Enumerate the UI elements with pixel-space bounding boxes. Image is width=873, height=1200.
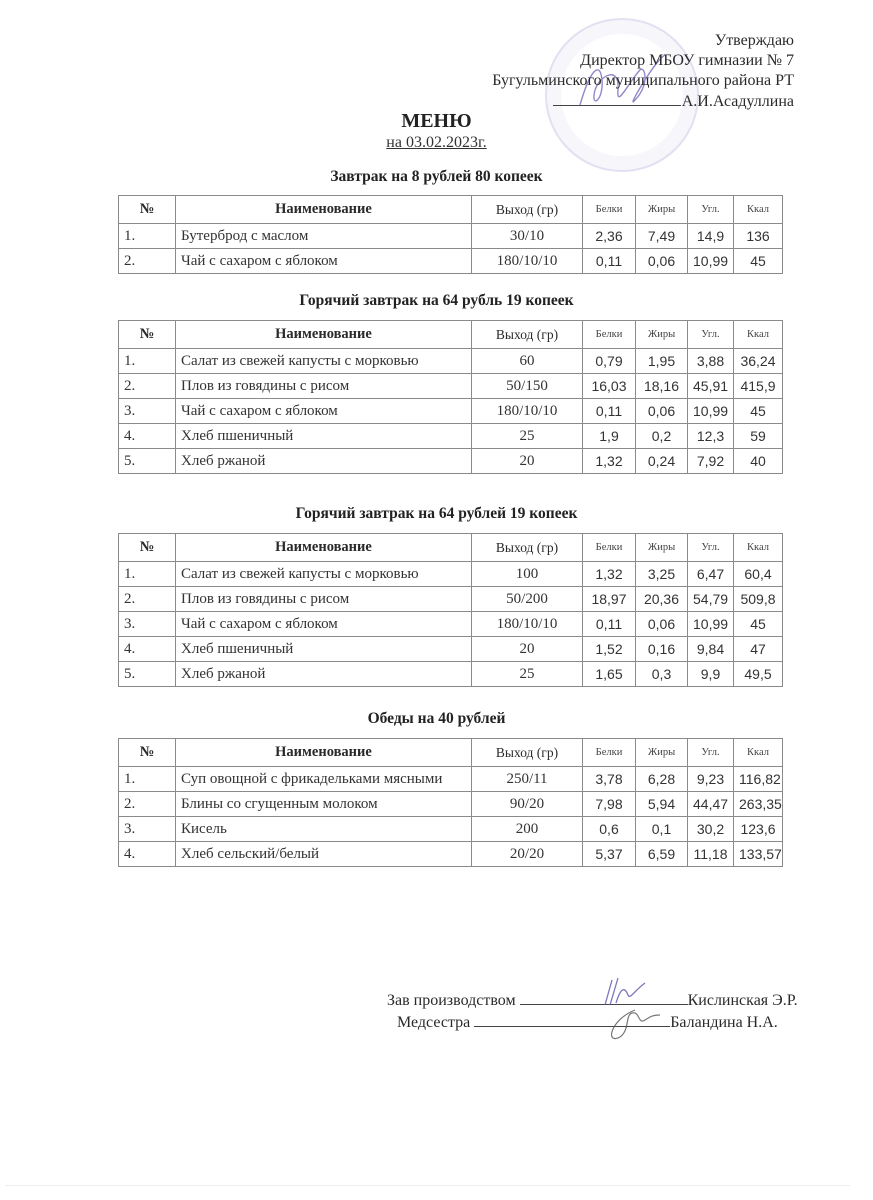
table-row <box>119 792 783 817</box>
production-signature-row <box>387 990 798 1010</box>
table-row <box>119 842 783 867</box>
col-header-protein: Белки <box>583 534 636 562</box>
kcal-value: 123,6 <box>734 817 783 842</box>
fat-value: 0,16 <box>636 637 688 662</box>
portion-output: 180/10/10 <box>472 399 583 424</box>
kcal-value: 133,57 <box>734 842 783 867</box>
col-header-carbs: Угл. <box>688 321 734 349</box>
protein-value: 1,32 <box>583 449 636 474</box>
fat-value: 0,2 <box>636 424 688 449</box>
row-number: 5. <box>119 662 176 687</box>
approval-position: Директор МБОУ гимназии № 7 <box>580 52 794 69</box>
nurse-role: Медсестра <box>397 1014 471 1031</box>
dish-name: Плов из говядины с рисом <box>176 587 472 612</box>
table-header-row <box>119 534 783 562</box>
signature-line <box>520 990 688 1005</box>
row-number: 1. <box>119 767 176 792</box>
kcal-value: 45 <box>734 399 783 424</box>
dish-name: Хлеб сельский/белый <box>176 842 472 867</box>
protein-value: 0,11 <box>583 249 636 274</box>
row-number: 4. <box>119 637 176 662</box>
carbs-value: 9,23 <box>688 767 734 792</box>
portion-output: 20/20 <box>472 842 583 867</box>
fat-value: 0,24 <box>636 449 688 474</box>
menu-table <box>118 738 783 867</box>
fat-value: 0,06 <box>636 249 688 274</box>
handwritten-signatures <box>590 975 670 1045</box>
dish-name: Чай с сахаром с яблоком <box>176 612 472 637</box>
col-header-output: Выход (гр) <box>472 196 583 224</box>
section-title: Завтрак на 8 рублей 80 копеек <box>330 168 543 185</box>
table-row <box>119 817 783 842</box>
fat-value: 0,06 <box>636 399 688 424</box>
carbs-value: 10,99 <box>688 612 734 637</box>
signature-line <box>553 91 681 106</box>
kcal-value: 415,9 <box>734 374 783 399</box>
col-header-name: Наименование <box>176 321 472 349</box>
portion-output: 25 <box>472 662 583 687</box>
menu-table <box>118 195 783 274</box>
fat-value: 3,25 <box>636 562 688 587</box>
col-header-carbs: Угл. <box>688 739 734 767</box>
protein-value: 0,79 <box>583 349 636 374</box>
row-number: 1. <box>119 224 176 249</box>
row-number: 2. <box>119 587 176 612</box>
row-number: 5. <box>119 449 176 474</box>
carbs-value: 9,9 <box>688 662 734 687</box>
table-row <box>119 587 783 612</box>
fat-value: 1,95 <box>636 349 688 374</box>
portion-output: 25 <box>472 424 583 449</box>
dish-name: Чай с сахаром с яблоком <box>176 399 472 424</box>
table-row <box>119 449 783 474</box>
row-number: 3. <box>119 612 176 637</box>
row-number: 3. <box>119 817 176 842</box>
col-header-kcal: Ккал <box>734 739 783 767</box>
protein-value: 7,98 <box>583 792 636 817</box>
kcal-value: 509,8 <box>734 587 783 612</box>
signature-line <box>474 1012 670 1027</box>
carbs-value: 10,99 <box>688 399 734 424</box>
col-header-kcal: Ккал <box>734 534 783 562</box>
dish-name: Кисель <box>176 817 472 842</box>
table-row <box>119 224 783 249</box>
table-header-row <box>119 196 783 224</box>
carbs-value: 30,2 <box>688 817 734 842</box>
fat-value: 18,16 <box>636 374 688 399</box>
protein-value: 0,11 <box>583 612 636 637</box>
menu-date-text: на 03.02.2023г. <box>386 134 487 151</box>
carbs-value: 7,92 <box>688 449 734 474</box>
col-header-kcal: Ккал <box>734 321 783 349</box>
nurse-signature-row <box>397 1012 778 1032</box>
table-header-row <box>119 321 783 349</box>
kcal-value: 49,5 <box>734 662 783 687</box>
fat-value: 7,49 <box>636 224 688 249</box>
kcal-value: 45 <box>734 612 783 637</box>
row-number: 2. <box>119 792 176 817</box>
production-role: Зав производством <box>387 992 516 1009</box>
col-header-fat: Жиры <box>636 739 688 767</box>
table-row <box>119 349 783 374</box>
portion-output: 180/10/10 <box>472 612 583 637</box>
table-row <box>119 424 783 449</box>
portion-output: 250/11 <box>472 767 583 792</box>
col-header-name: Наименование <box>176 196 472 224</box>
col-header-num: № <box>119 739 176 767</box>
row-number: 4. <box>119 842 176 867</box>
dish-name: Хлеб пшеничный <box>176 637 472 662</box>
approval-block <box>492 31 794 112</box>
col-header-name: Наименование <box>176 739 472 767</box>
portion-output: 20 <box>472 637 583 662</box>
kcal-value: 136 <box>734 224 783 249</box>
col-header-output: Выход (гр) <box>472 739 583 767</box>
dish-name: Хлеб ржаной <box>176 662 472 687</box>
fat-value: 0,3 <box>636 662 688 687</box>
dish-name: Плов из говядины с рисом <box>176 374 472 399</box>
carbs-value: 11,18 <box>688 842 734 867</box>
protein-value: 5,37 <box>583 842 636 867</box>
col-header-protein: Белки <box>583 739 636 767</box>
kcal-value: 40 <box>734 449 783 474</box>
row-number: 1. <box>119 562 176 587</box>
kcal-value: 60,4 <box>734 562 783 587</box>
dish-name: Хлеб пшеничный <box>176 424 472 449</box>
approver-name: А.И.Асадуллина <box>681 93 794 110</box>
dish-name: Чай с сахаром с яблоком <box>176 249 472 274</box>
col-header-num: № <box>119 321 176 349</box>
kcal-value: 45 <box>734 249 783 274</box>
carbs-value: 3,88 <box>688 349 734 374</box>
section-title: Горячий завтрак на 64 рублей 19 копеек <box>295 505 578 522</box>
row-number: 2. <box>119 249 176 274</box>
carbs-value: 54,79 <box>688 587 734 612</box>
portion-output: 50/200 <box>472 587 583 612</box>
carbs-value: 45,91 <box>688 374 734 399</box>
document-title: МЕНЮ <box>401 110 472 132</box>
protein-value: 18,97 <box>583 587 636 612</box>
table-row <box>119 249 783 274</box>
section-title: Обеды на 40 рублей <box>367 710 506 727</box>
table-row <box>119 612 783 637</box>
dish-name: Салат из свежей капусты с морковью <box>176 349 472 374</box>
col-header-num: № <box>119 196 176 224</box>
portion-output: 60 <box>472 349 583 374</box>
row-number: 1. <box>119 349 176 374</box>
row-number: 3. <box>119 399 176 424</box>
dish-name: Суп овощной с фрикадельками мясными <box>176 767 472 792</box>
table-row <box>119 374 783 399</box>
fat-value: 0,1 <box>636 817 688 842</box>
approval-heading: Утверждаю <box>714 32 794 49</box>
col-header-output: Выход (гр) <box>472 534 583 562</box>
col-header-num: № <box>119 534 176 562</box>
section-title: Горячий завтрак на 64 рубль 19 копеек <box>299 292 574 309</box>
carbs-value: 14,9 <box>688 224 734 249</box>
col-header-fat: Жиры <box>636 534 688 562</box>
dish-name: Хлеб ржаной <box>176 449 472 474</box>
portion-output: 200 <box>472 817 583 842</box>
kcal-value: 36,24 <box>734 349 783 374</box>
portion-output: 180/10/10 <box>472 249 583 274</box>
menu-table <box>118 320 783 474</box>
table-row <box>119 399 783 424</box>
fat-value: 6,59 <box>636 842 688 867</box>
portion-output: 30/10 <box>472 224 583 249</box>
portion-output: 50/150 <box>472 374 583 399</box>
protein-value: 3,78 <box>583 767 636 792</box>
col-header-carbs: Угл. <box>688 196 734 224</box>
table-row <box>119 637 783 662</box>
row-number: 2. <box>119 374 176 399</box>
row-number: 4. <box>119 424 176 449</box>
dish-name: Салат из свежей капусты с морковью <box>176 562 472 587</box>
kcal-value: 59 <box>734 424 783 449</box>
col-header-fat: Жиры <box>636 196 688 224</box>
menu-date <box>0 134 873 152</box>
carbs-value: 44,47 <box>688 792 734 817</box>
nurse-name: Баландина Н.А. <box>670 1014 778 1031</box>
carbs-value: 9,84 <box>688 637 734 662</box>
approval-organization: Бугульминского муниципального района РТ <box>492 72 794 89</box>
scan-artifact <box>5 1185 850 1186</box>
col-header-kcal: Ккал <box>734 196 783 224</box>
dish-name: Блины со сгущенным молоком <box>176 792 472 817</box>
kcal-value: 116,82 <box>734 767 783 792</box>
dish-name: Бутерброд с маслом <box>176 224 472 249</box>
fat-value: 20,36 <box>636 587 688 612</box>
fat-value: 0,06 <box>636 612 688 637</box>
fat-value: 5,94 <box>636 792 688 817</box>
production-name: Кислинская Э.Р. <box>687 992 798 1009</box>
col-header-fat: Жиры <box>636 321 688 349</box>
col-header-name: Наименование <box>176 534 472 562</box>
col-header-protein: Белки <box>583 321 636 349</box>
menu-table <box>118 533 783 687</box>
protein-value: 1,65 <box>583 662 636 687</box>
protein-value: 1,52 <box>583 637 636 662</box>
col-header-output: Выход (гр) <box>472 321 583 349</box>
protein-value: 16,03 <box>583 374 636 399</box>
carbs-value: 10,99 <box>688 249 734 274</box>
col-header-carbs: Угл. <box>688 534 734 562</box>
protein-value: 0,11 <box>583 399 636 424</box>
portion-output: 20 <box>472 449 583 474</box>
portion-output: 90/20 <box>472 792 583 817</box>
table-header-row <box>119 739 783 767</box>
col-header-protein: Белки <box>583 196 636 224</box>
table-row <box>119 662 783 687</box>
protein-value: 2,36 <box>583 224 636 249</box>
fat-value: 6,28 <box>636 767 688 792</box>
kcal-value: 47 <box>734 637 783 662</box>
carbs-value: 12,3 <box>688 424 734 449</box>
portion-output: 100 <box>472 562 583 587</box>
protein-value: 1,9 <box>583 424 636 449</box>
kcal-value: 263,35 <box>734 792 783 817</box>
protein-value: 1,32 <box>583 562 636 587</box>
protein-value: 0,6 <box>583 817 636 842</box>
table-row <box>119 562 783 587</box>
carbs-value: 6,47 <box>688 562 734 587</box>
table-row <box>119 767 783 792</box>
